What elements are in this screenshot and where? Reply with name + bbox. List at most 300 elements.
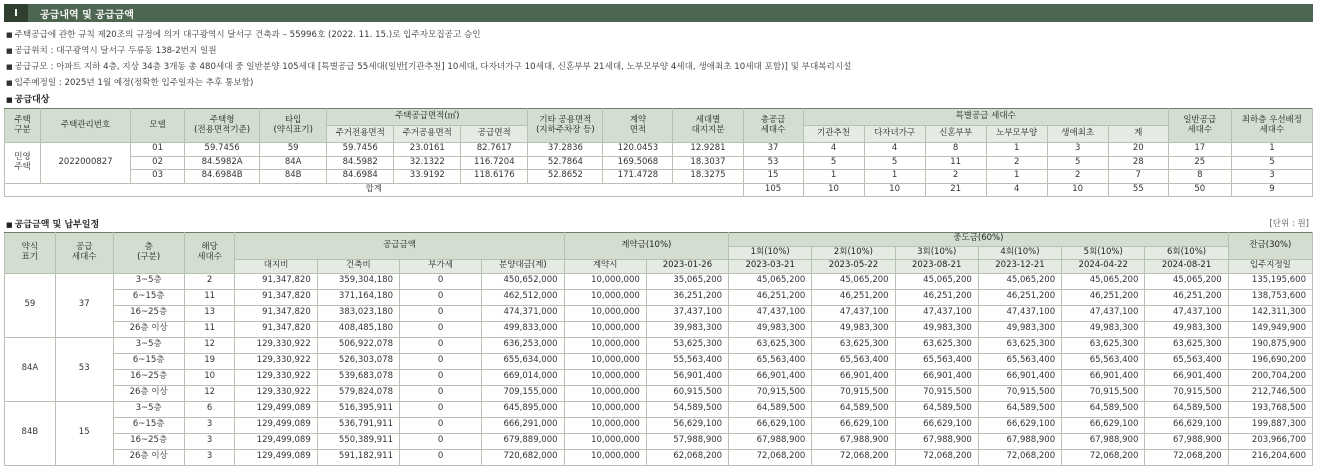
- col-price-part: 건축비: [317, 260, 399, 274]
- interim-payment-cell: 67,988,900: [1145, 433, 1228, 449]
- interim-payment-cell: 67,988,900: [1062, 433, 1145, 449]
- table-row: [5, 353, 1313, 369]
- contract-area-cell: 120.0453: [603, 143, 673, 157]
- unit-count-cell: 13: [184, 305, 235, 321]
- interim-payment-cell: 65,563,400: [729, 353, 812, 369]
- interim-payment-cell: 66,901,400: [812, 369, 895, 385]
- interim-payment-cell: 45,065,200: [895, 273, 978, 289]
- table-row: [5, 289, 1313, 305]
- interim-payment-cell: 46,251,200: [978, 289, 1061, 305]
- building-price-cell: 359,304,180: [317, 273, 399, 289]
- table-row: [5, 143, 1313, 157]
- notice-list: [6, 27, 1306, 91]
- deposit-balance-cell: 60,915,500: [646, 385, 728, 401]
- vat-cell: 0: [399, 305, 481, 321]
- table-row: [5, 273, 1313, 289]
- floor-cell: 3~5층: [113, 337, 184, 353]
- total-units-cell: 15: [743, 170, 803, 184]
- notice-location: ■ 공급위치 : 대구광역시 달서구 두류동 138-2번지 일원: [6, 43, 1306, 59]
- land-share-cell: 18.3037: [673, 156, 743, 170]
- col-housing-type: 주택형 (전용면적기준): [185, 109, 260, 143]
- type-abbr-cell: 84B: [260, 170, 327, 184]
- special-units-cell: 2: [986, 156, 1047, 170]
- lowest-floor-cell: 1: [1231, 143, 1312, 157]
- interim-payment-cell: 66,901,400: [1062, 369, 1145, 385]
- interim-payment-cell: 47,437,100: [729, 305, 812, 321]
- col-special-sub: 생애최초: [1047, 126, 1108, 143]
- sum-row: [5, 183, 1313, 197]
- interim-payment-cell: 49,983,300: [812, 321, 895, 337]
- housing-type-cell: 59.7456: [185, 143, 260, 157]
- sum-label: 합계: [5, 183, 744, 197]
- vat-cell: 0: [399, 417, 481, 433]
- exclusive-area-cell: 59.7456: [327, 143, 394, 157]
- col-special-supply: 특별공급 세대수: [803, 109, 1168, 126]
- table-row: [5, 417, 1313, 433]
- interim-payment-cell: 47,437,100: [1145, 305, 1228, 321]
- col-common-area: 주거공용면적: [394, 126, 461, 143]
- sum-special-units: 10: [1047, 183, 1108, 197]
- interim-payment-cell: 67,988,900: [895, 433, 978, 449]
- house-type-cell: 민영 주택: [5, 143, 41, 184]
- balance-cell: 212,746,500: [1228, 385, 1312, 401]
- interim-payment-cell: 46,251,200: [729, 289, 812, 305]
- special-units-cell: 3: [1047, 143, 1108, 157]
- deposit-balance-cell: 35,065,200: [646, 273, 728, 289]
- interim-payment-cell: 66,901,400: [895, 369, 978, 385]
- special-units-cell: 1: [986, 143, 1047, 157]
- interim-payment-cell: 49,983,300: [1145, 321, 1228, 337]
- exclusive-area-cell: 84.5982: [327, 156, 394, 170]
- floor-cell: 6~15층: [113, 417, 184, 433]
- col-interim-date: 2023-12-21: [978, 260, 1061, 274]
- header-row: [5, 109, 1313, 126]
- col-land-share: 세대별 대지지분: [673, 109, 743, 143]
- col-supply-area: 주택공급면적(㎡): [327, 109, 528, 126]
- special-units-cell: 1: [803, 170, 864, 184]
- sum-general-units: 50: [1168, 183, 1231, 197]
- other-common-area-cell: 52.7864: [528, 156, 603, 170]
- land-share-cell: 18.3275: [673, 170, 743, 184]
- col-interim-round: 1회(10%): [729, 246, 812, 260]
- price-schedule-table: [4, 232, 1313, 466]
- interim-payment-cell: 65,563,400: [812, 353, 895, 369]
- interim-payment-cell: 64,589,500: [895, 401, 978, 417]
- col-type-abbr: 약식 표기: [5, 233, 56, 274]
- interim-payment-cell: 45,065,200: [1062, 273, 1145, 289]
- total-units-cell: 37: [743, 143, 803, 157]
- col-balance-date: 입주지정일: [1228, 260, 1312, 274]
- unit-count-cell: 19: [184, 353, 235, 369]
- total-price-cell: 720,682,000: [482, 449, 564, 465]
- col-interim-round: 4회(10%): [978, 246, 1061, 260]
- unit-count-cell: 11: [184, 321, 235, 337]
- total-price-cell: 645,895,000: [482, 401, 564, 417]
- deposit-on-contract-cell: 10,000,000: [564, 385, 646, 401]
- section-title-bar: [4, 4, 1313, 22]
- deposit-balance-cell: 55,563,400: [646, 353, 728, 369]
- unit-count-cell: 10: [184, 369, 235, 385]
- land-price-cell: 129,499,089: [235, 433, 317, 449]
- other-common-area-cell: 52.8652: [528, 170, 603, 184]
- sum-special-units: 55: [1108, 183, 1168, 197]
- deposit-on-contract-cell: 10,000,000: [564, 321, 646, 337]
- floor-cell: 16~25층: [113, 305, 184, 321]
- building-price-cell: 526,303,078: [317, 353, 399, 369]
- price-schedule-heading: ■ 공급금액 및 납부일정: [6, 217, 99, 230]
- interim-payment-cell: 65,563,400: [895, 353, 978, 369]
- table-row: [5, 170, 1313, 184]
- interim-payment-cell: 46,251,200: [895, 289, 978, 305]
- total-price-cell: 669,014,000: [482, 369, 564, 385]
- supply-units-cell: 15: [55, 401, 113, 465]
- balance-cell: 193,768,500: [1228, 401, 1312, 417]
- balance-cell: 203,966,700: [1228, 433, 1312, 449]
- special-units-cell: 28: [1108, 156, 1168, 170]
- building-price-cell: 516,395,911: [317, 401, 399, 417]
- interim-payment-cell: 46,251,200: [1145, 289, 1228, 305]
- col-interim-round: 2회(10%): [812, 246, 895, 260]
- interim-payment-cell: 64,589,500: [1062, 401, 1145, 417]
- col-interim-date: 2023-05-22: [812, 260, 895, 274]
- col-exclusive-area: 주거전용면적: [327, 126, 394, 143]
- total-price-cell: 679,889,000: [482, 433, 564, 449]
- type-abbr-cell: 59: [260, 143, 327, 157]
- col-total-units: 총공급 세대수: [743, 109, 803, 143]
- col-interim-date: 2023-03-21: [729, 260, 812, 274]
- section-title: 공급내역 및 공급금액: [40, 9, 134, 21]
- model-cell: 02: [131, 156, 185, 170]
- interim-payment-cell: 66,901,400: [729, 369, 812, 385]
- sum-special-units: 21: [925, 183, 986, 197]
- deposit-on-contract-cell: 10,000,000: [564, 289, 646, 305]
- total-price-cell: 709,155,000: [482, 385, 564, 401]
- interim-payment-cell: 64,589,500: [1145, 401, 1228, 417]
- supply-units-cell: 37: [55, 273, 113, 337]
- col-interim-date: 2023-08-21: [895, 260, 978, 274]
- floor-cell: 16~25층: [113, 433, 184, 449]
- type-abbr-cell: 84A: [260, 156, 327, 170]
- deposit-on-contract-cell: 10,000,000: [564, 449, 646, 465]
- interim-payment-cell: 70,915,500: [812, 385, 895, 401]
- table-row: [5, 156, 1313, 170]
- col-supply-units: 공급 세대수: [55, 233, 113, 274]
- deposit-on-contract-cell: 10,000,000: [564, 433, 646, 449]
- col-deposit-date: 2023-01-26: [646, 260, 728, 274]
- supply-target-heading: ■ 공급대상: [6, 92, 49, 105]
- notice-move-in: ■ 입주예정일 : 2025년 1월 예정(정확한 입주일자는 추후 통보함): [6, 75, 1306, 91]
- total-price-cell: 499,833,000: [482, 321, 564, 337]
- special-units-cell: 5: [1047, 156, 1108, 170]
- vat-cell: 0: [399, 385, 481, 401]
- interim-payment-cell: 45,065,200: [978, 273, 1061, 289]
- vat-cell: 0: [399, 337, 481, 353]
- common-area-cell: 32.1322: [394, 156, 461, 170]
- interim-payment-cell: 70,915,500: [729, 385, 812, 401]
- col-interim: 중도금(60%): [729, 233, 1229, 247]
- general-units-cell: 17: [1168, 143, 1231, 157]
- special-units-cell: 20: [1108, 143, 1168, 157]
- col-interim-round: 5회(10%): [1062, 246, 1145, 260]
- balance-cell: 190,875,900: [1228, 337, 1312, 353]
- balance-cell: 199,887,300: [1228, 417, 1312, 433]
- interim-payment-cell: 66,629,100: [812, 417, 895, 433]
- unit-count-cell: 3: [184, 449, 235, 465]
- vat-cell: 0: [399, 321, 481, 337]
- unit-count-cell: 11: [184, 289, 235, 305]
- notice-scale: ■ 공급규모 : 아파트 지하 4층, 지상 34층 3개동 총 480세대 중 일반분양 105세대 [특별공급 55세대(일반[기관추천] 10세대, 다자녀가구 10세대, 신혼부부 21세대, 노부모부양 4세대, 생애최초 10세대 포함)] 및 부대복리시설: [6, 59, 1306, 75]
- col-type-abbr: 타입 (약식표기): [260, 109, 327, 143]
- unit-count-cell: 3: [184, 417, 235, 433]
- unit-count-cell: 2: [184, 273, 235, 289]
- interim-payment-cell: 70,915,500: [895, 385, 978, 401]
- table-row: [5, 385, 1313, 401]
- col-deposit-date: 계약시: [564, 260, 646, 274]
- col-balance: 잔금(30%): [1228, 233, 1312, 260]
- col-price-part: 분양대금(계): [482, 260, 564, 274]
- total-units-cell: 53: [743, 156, 803, 170]
- balance-cell: 142,311,300: [1228, 305, 1312, 321]
- interim-payment-cell: 63,625,300: [1062, 337, 1145, 353]
- supply-area-cell: 116.7204: [461, 156, 528, 170]
- interim-payment-cell: 47,437,100: [812, 305, 895, 321]
- deposit-balance-cell: 62,068,200: [646, 449, 728, 465]
- housing-type-cell: 84.6984B: [185, 170, 260, 184]
- deposit-on-contract-cell: 10,000,000: [564, 305, 646, 321]
- special-units-cell: 1: [986, 170, 1047, 184]
- total-price-cell: 636,253,000: [482, 337, 564, 353]
- balance-cell: 149,949,900: [1228, 321, 1312, 337]
- deposit-on-contract-cell: 10,000,000: [564, 337, 646, 353]
- interim-payment-cell: 66,629,100: [978, 417, 1061, 433]
- other-common-area-cell: 37.2836: [528, 143, 603, 157]
- interim-payment-cell: 63,625,300: [978, 337, 1061, 353]
- special-units-cell: 5: [864, 156, 925, 170]
- floor-cell: 16~25층: [113, 369, 184, 385]
- land-price-cell: 129,499,089: [235, 417, 317, 433]
- land-price-cell: 91,347,820: [235, 321, 317, 337]
- total-price-cell: 666,291,000: [482, 417, 564, 433]
- special-units-cell: 7: [1108, 170, 1168, 184]
- interim-payment-cell: 45,065,200: [729, 273, 812, 289]
- col-interim-round: 3회(10%): [895, 246, 978, 260]
- interim-payment-cell: 72,068,200: [1145, 449, 1228, 465]
- col-house-type: 주택 구분: [5, 109, 41, 143]
- interim-payment-cell: 47,437,100: [978, 305, 1061, 321]
- interim-payment-cell: 63,625,300: [812, 337, 895, 353]
- general-units-cell: 25: [1168, 156, 1231, 170]
- floor-cell: 6~15층: [113, 289, 184, 305]
- building-price-cell: 506,922,078: [317, 337, 399, 353]
- interim-payment-cell: 66,629,100: [729, 417, 812, 433]
- col-special-sub: 기관추천: [803, 126, 864, 143]
- building-price-cell: 408,485,180: [317, 321, 399, 337]
- contract-area-cell: 171.4728: [603, 170, 673, 184]
- building-price-cell: 539,683,078: [317, 369, 399, 385]
- col-special-sub: 계: [1108, 126, 1168, 143]
- header-row: [5, 233, 1313, 247]
- interim-payment-cell: 66,901,400: [978, 369, 1061, 385]
- interim-payment-cell: 67,988,900: [729, 433, 812, 449]
- table-row: [5, 433, 1313, 449]
- interim-payment-cell: 49,983,300: [1062, 321, 1145, 337]
- land-price-cell: 129,499,089: [235, 401, 317, 417]
- deposit-on-contract-cell: 10,000,000: [564, 417, 646, 433]
- type-abbr-cell: 59: [5, 273, 56, 337]
- deposit-balance-cell: 37,437,100: [646, 305, 728, 321]
- unit-count-cell: 3: [184, 433, 235, 449]
- interim-payment-cell: 63,625,300: [1145, 337, 1228, 353]
- col-deposit: 계약금(10%): [564, 233, 729, 260]
- interim-payment-cell: 65,563,400: [1062, 353, 1145, 369]
- sum-special-units: 10: [803, 183, 864, 197]
- col-supply-price: 공급금액: [235, 233, 564, 260]
- interim-payment-cell: 67,988,900: [812, 433, 895, 449]
- interim-payment-cell: 45,065,200: [1145, 273, 1228, 289]
- table-row: [5, 305, 1313, 321]
- interim-payment-cell: 63,625,300: [729, 337, 812, 353]
- housing-type-cell: 84.5982A: [185, 156, 260, 170]
- deposit-balance-cell: 53,625,300: [646, 337, 728, 353]
- land-price-cell: 129,330,922: [235, 353, 317, 369]
- interim-payment-cell: 65,563,400: [1145, 353, 1228, 369]
- unit-note: [단위 : 원]: [1269, 219, 1309, 229]
- land-price-cell: 129,330,922: [235, 385, 317, 401]
- table-row: [5, 401, 1313, 417]
- land-price-cell: 91,347,820: [235, 289, 317, 305]
- sum-special-units: 10: [864, 183, 925, 197]
- special-units-cell: 4: [803, 143, 864, 157]
- special-units-cell: 4: [864, 143, 925, 157]
- interim-payment-cell: 66,901,400: [1145, 369, 1228, 385]
- vat-cell: 0: [399, 353, 481, 369]
- table-row: [5, 321, 1313, 337]
- col-supply-area-total: 공급면적: [461, 126, 528, 143]
- supply-units-cell: 53: [55, 337, 113, 401]
- building-price-cell: 536,791,911: [317, 417, 399, 433]
- section-number: I: [4, 4, 28, 22]
- common-area-cell: 23.0161: [394, 143, 461, 157]
- col-price-part: 부가세: [399, 260, 481, 274]
- deposit-on-contract-cell: 10,000,000: [564, 401, 646, 417]
- col-lowest-floor: 최하층 우선배정 세대수: [1231, 109, 1312, 143]
- col-model: 모델: [131, 109, 185, 143]
- interim-payment-cell: 65,563,400: [978, 353, 1061, 369]
- vat-cell: 0: [399, 369, 481, 385]
- interim-payment-cell: 45,065,200: [812, 273, 895, 289]
- col-special-sub: 노부모부양: [986, 126, 1047, 143]
- interim-payment-cell: 72,068,200: [978, 449, 1061, 465]
- vat-cell: 0: [399, 289, 481, 305]
- contract-area-cell: 169.5068: [603, 156, 673, 170]
- lowest-floor-cell: 5: [1231, 156, 1312, 170]
- notice-approval: ■ 주택공급에 관한 규칙 제20조의 규정에 의거 대구광역시 달서구 건축과 – 55996호 (2022. 11. 15.)로 입주자모집공고 승인: [6, 27, 1306, 43]
- deposit-balance-cell: 56,629,100: [646, 417, 728, 433]
- deposit-balance-cell: 57,988,900: [646, 433, 728, 449]
- interim-payment-cell: 47,437,100: [1062, 305, 1145, 321]
- floor-cell: 3~5층: [113, 401, 184, 417]
- special-units-cell: 1: [864, 170, 925, 184]
- total-price-cell: 450,652,000: [482, 273, 564, 289]
- deposit-balance-cell: 36,251,200: [646, 289, 728, 305]
- deposit-on-contract-cell: 10,000,000: [564, 369, 646, 385]
- col-floor: 층 (구분): [113, 233, 184, 274]
- sum-special-units: 4: [986, 183, 1047, 197]
- building-price-cell: 579,824,078: [317, 385, 399, 401]
- land-share-cell: 12.9281: [673, 143, 743, 157]
- col-contract-area: 계약 면적: [603, 109, 673, 143]
- building-price-cell: 591,182,911: [317, 449, 399, 465]
- land-price-cell: 91,347,820: [235, 273, 317, 289]
- interim-payment-cell: 72,068,200: [812, 449, 895, 465]
- model-cell: 01: [131, 143, 185, 157]
- building-price-cell: 371,164,180: [317, 289, 399, 305]
- land-price-cell: 91,347,820: [235, 305, 317, 321]
- management-no-cell: 2022000827: [41, 143, 131, 184]
- lowest-floor-cell: 3: [1231, 170, 1312, 184]
- col-interim-date: 2024-04-22: [1062, 260, 1145, 274]
- interim-payment-cell: 49,983,300: [895, 321, 978, 337]
- col-general-supply: 일반공급 세대수: [1168, 109, 1231, 143]
- land-price-cell: 129,330,922: [235, 337, 317, 353]
- supply-target-table: [4, 108, 1313, 197]
- balance-cell: 196,690,200: [1228, 353, 1312, 369]
- interim-payment-cell: 46,251,200: [812, 289, 895, 305]
- interim-payment-cell: 70,915,500: [1062, 385, 1145, 401]
- interim-payment-cell: 49,983,300: [729, 321, 812, 337]
- interim-payment-cell: 49,983,300: [978, 321, 1061, 337]
- col-unit-count: 해당 세대수: [184, 233, 235, 274]
- table-row: [5, 337, 1313, 353]
- deposit-on-contract-cell: 10,000,000: [564, 273, 646, 289]
- col-other-common-area: 기타 공용면적 (지하주차장 등): [528, 109, 603, 143]
- col-interim-date: 2024-08-21: [1145, 260, 1228, 274]
- interim-payment-cell: 72,068,200: [729, 449, 812, 465]
- unit-count-cell: 12: [184, 337, 235, 353]
- balance-cell: 200,704,200: [1228, 369, 1312, 385]
- table-row: [5, 369, 1313, 385]
- balance-cell: 135,195,600: [1228, 273, 1312, 289]
- floor-cell: 26층 이상: [113, 321, 184, 337]
- interim-payment-cell: 64,589,500: [978, 401, 1061, 417]
- land-price-cell: 129,330,922: [235, 369, 317, 385]
- land-price-cell: 129,499,089: [235, 449, 317, 465]
- sum-lowest-floor: 9: [1231, 183, 1312, 197]
- col-special-sub: 신혼부부: [925, 126, 986, 143]
- supply-area-cell: 82.7617: [461, 143, 528, 157]
- interim-payment-cell: 70,915,500: [978, 385, 1061, 401]
- building-price-cell: 383,023,180: [317, 305, 399, 321]
- special-units-cell: 8: [925, 143, 986, 157]
- col-price-part: 대지비: [235, 260, 317, 274]
- interim-payment-cell: 66,629,100: [895, 417, 978, 433]
- type-abbr-cell: 84A: [5, 337, 56, 401]
- supply-area-cell: 118.6176: [461, 170, 528, 184]
- unit-count-cell: 12: [184, 385, 235, 401]
- interim-payment-cell: 46,251,200: [1062, 289, 1145, 305]
- col-management-no: 주택관리번호: [41, 109, 131, 143]
- deposit-balance-cell: 56,901,400: [646, 369, 728, 385]
- interim-payment-cell: 72,068,200: [895, 449, 978, 465]
- interim-payment-cell: 64,589,500: [812, 401, 895, 417]
- deposit-balance-cell: 39,983,300: [646, 321, 728, 337]
- interim-payment-cell: 70,915,500: [1145, 385, 1228, 401]
- balance-cell: 138,753,600: [1228, 289, 1312, 305]
- special-units-cell: 2: [1047, 170, 1108, 184]
- floor-cell: 3~5층: [113, 273, 184, 289]
- interim-payment-cell: 72,068,200: [1062, 449, 1145, 465]
- special-units-cell: 2: [925, 170, 986, 184]
